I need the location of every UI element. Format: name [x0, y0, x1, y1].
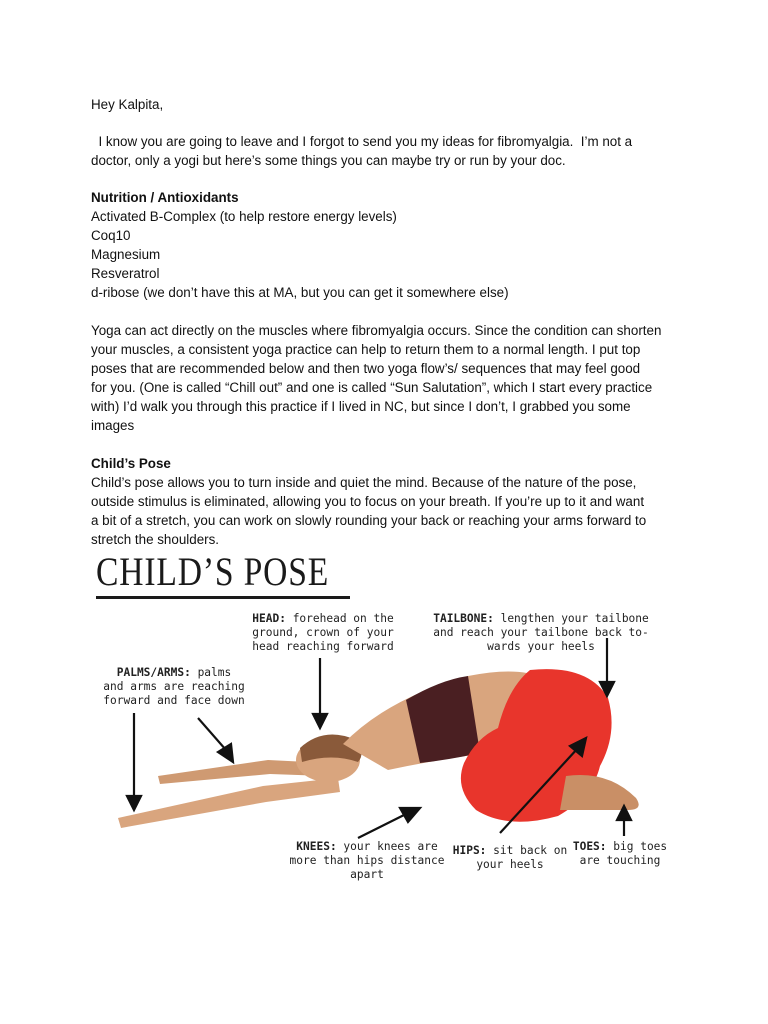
label-knees-term: KNEES:	[296, 840, 337, 853]
yoga-line: with) I’d walk you through this practice if I lived in NC, but since I don’t, I grabbed you some	[91, 399, 631, 414]
label-knees-line: apart	[350, 868, 384, 881]
label-knees	[282, 840, 452, 882]
childs-pose-line: stretch the shoulders.	[91, 532, 220, 547]
nutrition-item: Magnesium	[91, 247, 161, 262]
pose-feet	[560, 775, 639, 810]
figure-title: CHILD’S POSE	[96, 549, 330, 594]
yoga-line: your muscles, a consistent yoga practice can help to return them to a normal length. I put top	[91, 342, 641, 357]
label-knees-line: more than hips distance	[289, 854, 445, 867]
label-tailbone-line: wards your heels	[487, 640, 595, 653]
label-toes	[572, 840, 668, 868]
label-tailbone	[424, 612, 658, 654]
nutrition-heading: Nutrition / Antioxidants	[91, 190, 239, 205]
nutrition-section	[91, 188, 691, 302]
label-palms-term: PALMS/ARMS:	[116, 666, 191, 679]
intro-paragraph	[91, 132, 691, 170]
label-palms-line: palms	[190, 666, 232, 679]
label-toes-line: big toes	[606, 840, 668, 853]
greeting	[91, 95, 691, 114]
pose-sports-top	[406, 676, 480, 763]
childs-pose-section	[91, 454, 691, 549]
label-head-line: head reaching forward	[252, 640, 394, 653]
label-palms-line: forward and face down	[103, 694, 245, 707]
label-hips-line: your heels	[476, 858, 544, 871]
yoga-line: images	[91, 418, 135, 433]
label-tailbone-line: lengthen your tailbone	[493, 612, 649, 625]
label-hips-line: sit back on	[486, 844, 568, 857]
label-head-line: forehead on the	[285, 612, 394, 625]
label-knees-line: your knees are	[336, 840, 438, 853]
label-head-line: ground, crown of your	[252, 626, 394, 639]
intro-line: doctor, only a yogi but here’s some things you can maybe try or run by your doc.	[91, 153, 566, 168]
label-head-term: HEAD:	[252, 612, 286, 625]
label-tailbone-line: and reach your tailbone back to-	[433, 626, 649, 639]
label-tailbone-term: TAILBONE:	[433, 612, 494, 625]
intro-line: I know you are going to leave and I forgot to send you my ideas for fibromyalgia. I’m not a	[91, 134, 633, 149]
label-toes-term: TOES:	[572, 840, 607, 853]
yoga-line: for you. (One is called “Chill out” and one is called “Sun Salutation”, which I start every practice	[91, 380, 653, 395]
label-toes-line: are touching	[579, 854, 661, 867]
label-palms-line: and arms are reaching	[103, 680, 245, 693]
arrow-arms	[198, 718, 233, 762]
nutrition-item: Resveratrol	[91, 266, 160, 281]
arrow-toes	[617, 806, 631, 836]
nutrition-item: Activated B-Complex (to help restore energy levels)	[91, 209, 397, 224]
yoga-line: poses that are recommended below and then two yoga flow’s/ sequences that may feel good	[91, 361, 641, 376]
label-head	[238, 612, 408, 654]
label-hips	[450, 844, 570, 872]
yoga-paragraph	[91, 321, 691, 435]
label-hips-term: HIPS:	[452, 844, 487, 857]
childs-pose-line: a bit of a stretch, you can work on slowly rounding your back or reaching your arms forward to	[91, 513, 647, 528]
childs-pose-line: Child’s pose allows you to turn inside and quiet the mind. Because of the nature of the pose,	[91, 475, 637, 490]
label-palms-arms	[94, 666, 254, 708]
pose-arm	[118, 778, 340, 828]
arrow-knees	[358, 808, 420, 838]
greeting-line: Hey Kalpita,	[91, 97, 164, 112]
arrow-head	[313, 658, 327, 728]
childs-pose-heading: Child’s Pose	[91, 456, 171, 471]
nutrition-item: d-ribose (we don’t have this at MA, but you can get it somewhere else)	[91, 285, 509, 300]
nutrition-item: Coq10	[91, 228, 131, 243]
arrow-palms	[127, 713, 141, 810]
yoga-line: Yoga can act directly on the muscles where fibromyalgia occurs. Since the condition can shorten	[91, 323, 662, 338]
childs-pose-figure	[88, 548, 668, 893]
childs-pose-line: outside stimulus is eliminated, allowing you to focus on your breath. If you’re up to it and want	[91, 494, 645, 509]
